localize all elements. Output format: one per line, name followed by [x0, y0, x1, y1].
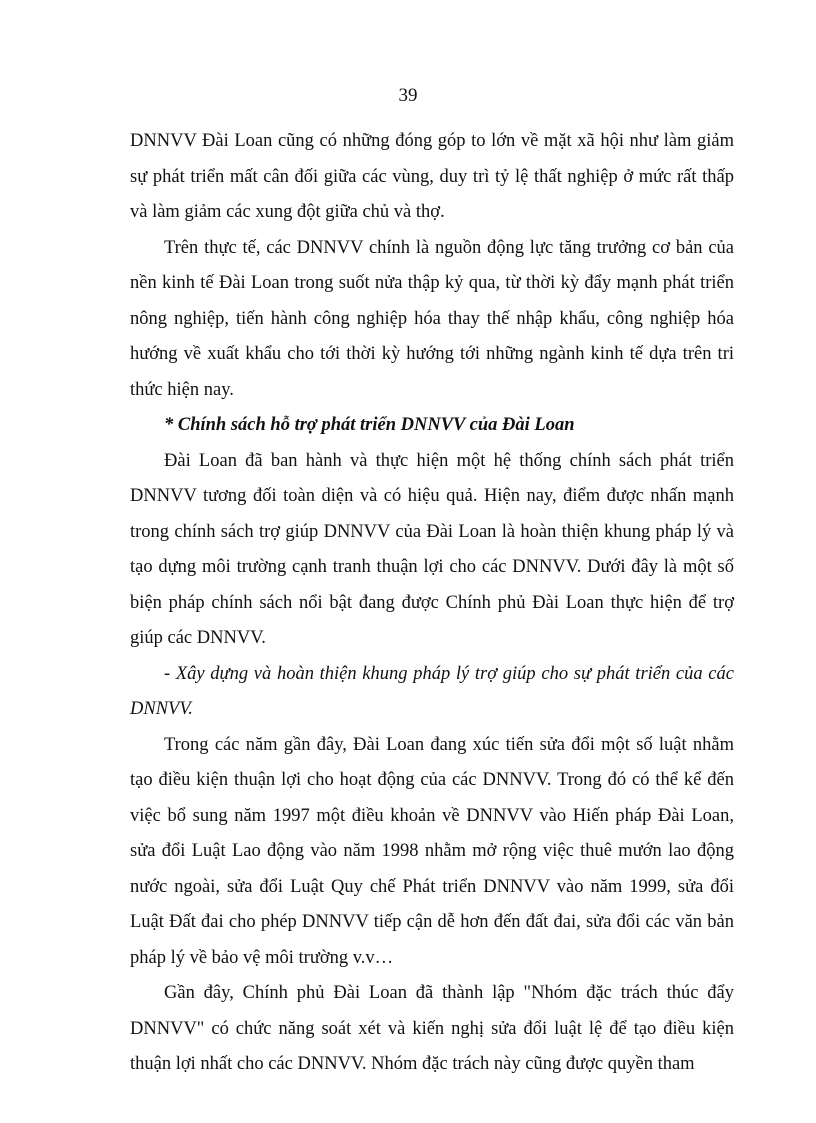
- body-text: [130, 124, 734, 1083]
- subsection-heading: - Xây dựng và hoàn thiện khung pháp lý trợ giúp cho sự phát triển của các DNNVV.: [130, 663, 734, 719]
- paragraph-continuation: DNNVV Đài Loan cũng có những đóng góp to lớn về mặt xã hội như làm giảm sự phát triển mất cân đối giữa các vùng, duy trì tỷ lệ thất nghiệp ở mức rất thấp và làm giảm các xung đột giữa chủ và thợ.: [130, 131, 734, 222]
- paragraph-law-revisions: Trong các năm gần đây, Đài Loan đang xúc tiến sửa đổi một số luật nhằm tạo điều kiện thuận lợi cho hoạt động của các DNNVV. Trong đó có thể kể đến việc bổ sung năm 1997 một điều khoản về DNNVV vào Hiến pháp Đài Loan, sửa đổi Luật Lao động vào năm 1998 nhằm mở rộng việc thuê mướn lao động nước ngoài, sửa đổi Luật Quy chế Phát triển DNNVV vào năm 1999, sửa đổi Luật Đất đai cho phép DNNVV tiếp cận dễ hơn đến đất đai, sửa đổi các văn bản pháp lý về bảo vệ môi trường v.v…: [130, 734, 734, 968]
- paragraph-growth-source: Trên thực tế, các DNNVV chính là nguồn động lực tăng trưởng cơ bản của nền kinh tế Đài Loan trong suốt nửa thập kỷ qua, từ thời kỳ đẩy mạnh phát triển nông nghiệp, tiến hành công nghiệp hóa thay thế nhập khẩu, công nghiệp hóa hướng về xuất khẩu cho tới thời kỳ hướng tới những ngành kinh tế dựa trên tri thức hiện nay.: [130, 237, 734, 400]
- paragraph-policy-overview: Đài Loan đã ban hành và thực hiện một hệ thống chính sách phát triển DNNVV tương đối toàn diện và có hiệu quả. Hiện nay, điểm được nhấn mạnh trong chính sách trợ giúp DNNVV của Đài Loan là hoàn thiện khung pháp lý và tạo dựng môi trường cạnh tranh thuận lợi cho các DNNVV. Dưới đây là một số biện pháp chính sách nổi bật đang được Chính phủ Đài Loan thực hiện để trợ giúp các DNNVV.: [130, 450, 734, 648]
- page-number: 39: [398, 85, 418, 106]
- section-heading: * Chính sách hỗ trợ phát triển DNNVV của Đài Loan: [164, 415, 575, 435]
- paragraph-task-force: Gần đây, Chính phủ Đài Loan đã thành lập "Nhóm đặc trách thúc đẩy DNNVV" có chức năng soát xét và kiến nghị sửa đổi luật lệ để tạo điều kiện thuận lợi nhất cho các DNNVV. Nhóm đặc trách này cũng được quyền tham: [130, 983, 734, 1074]
